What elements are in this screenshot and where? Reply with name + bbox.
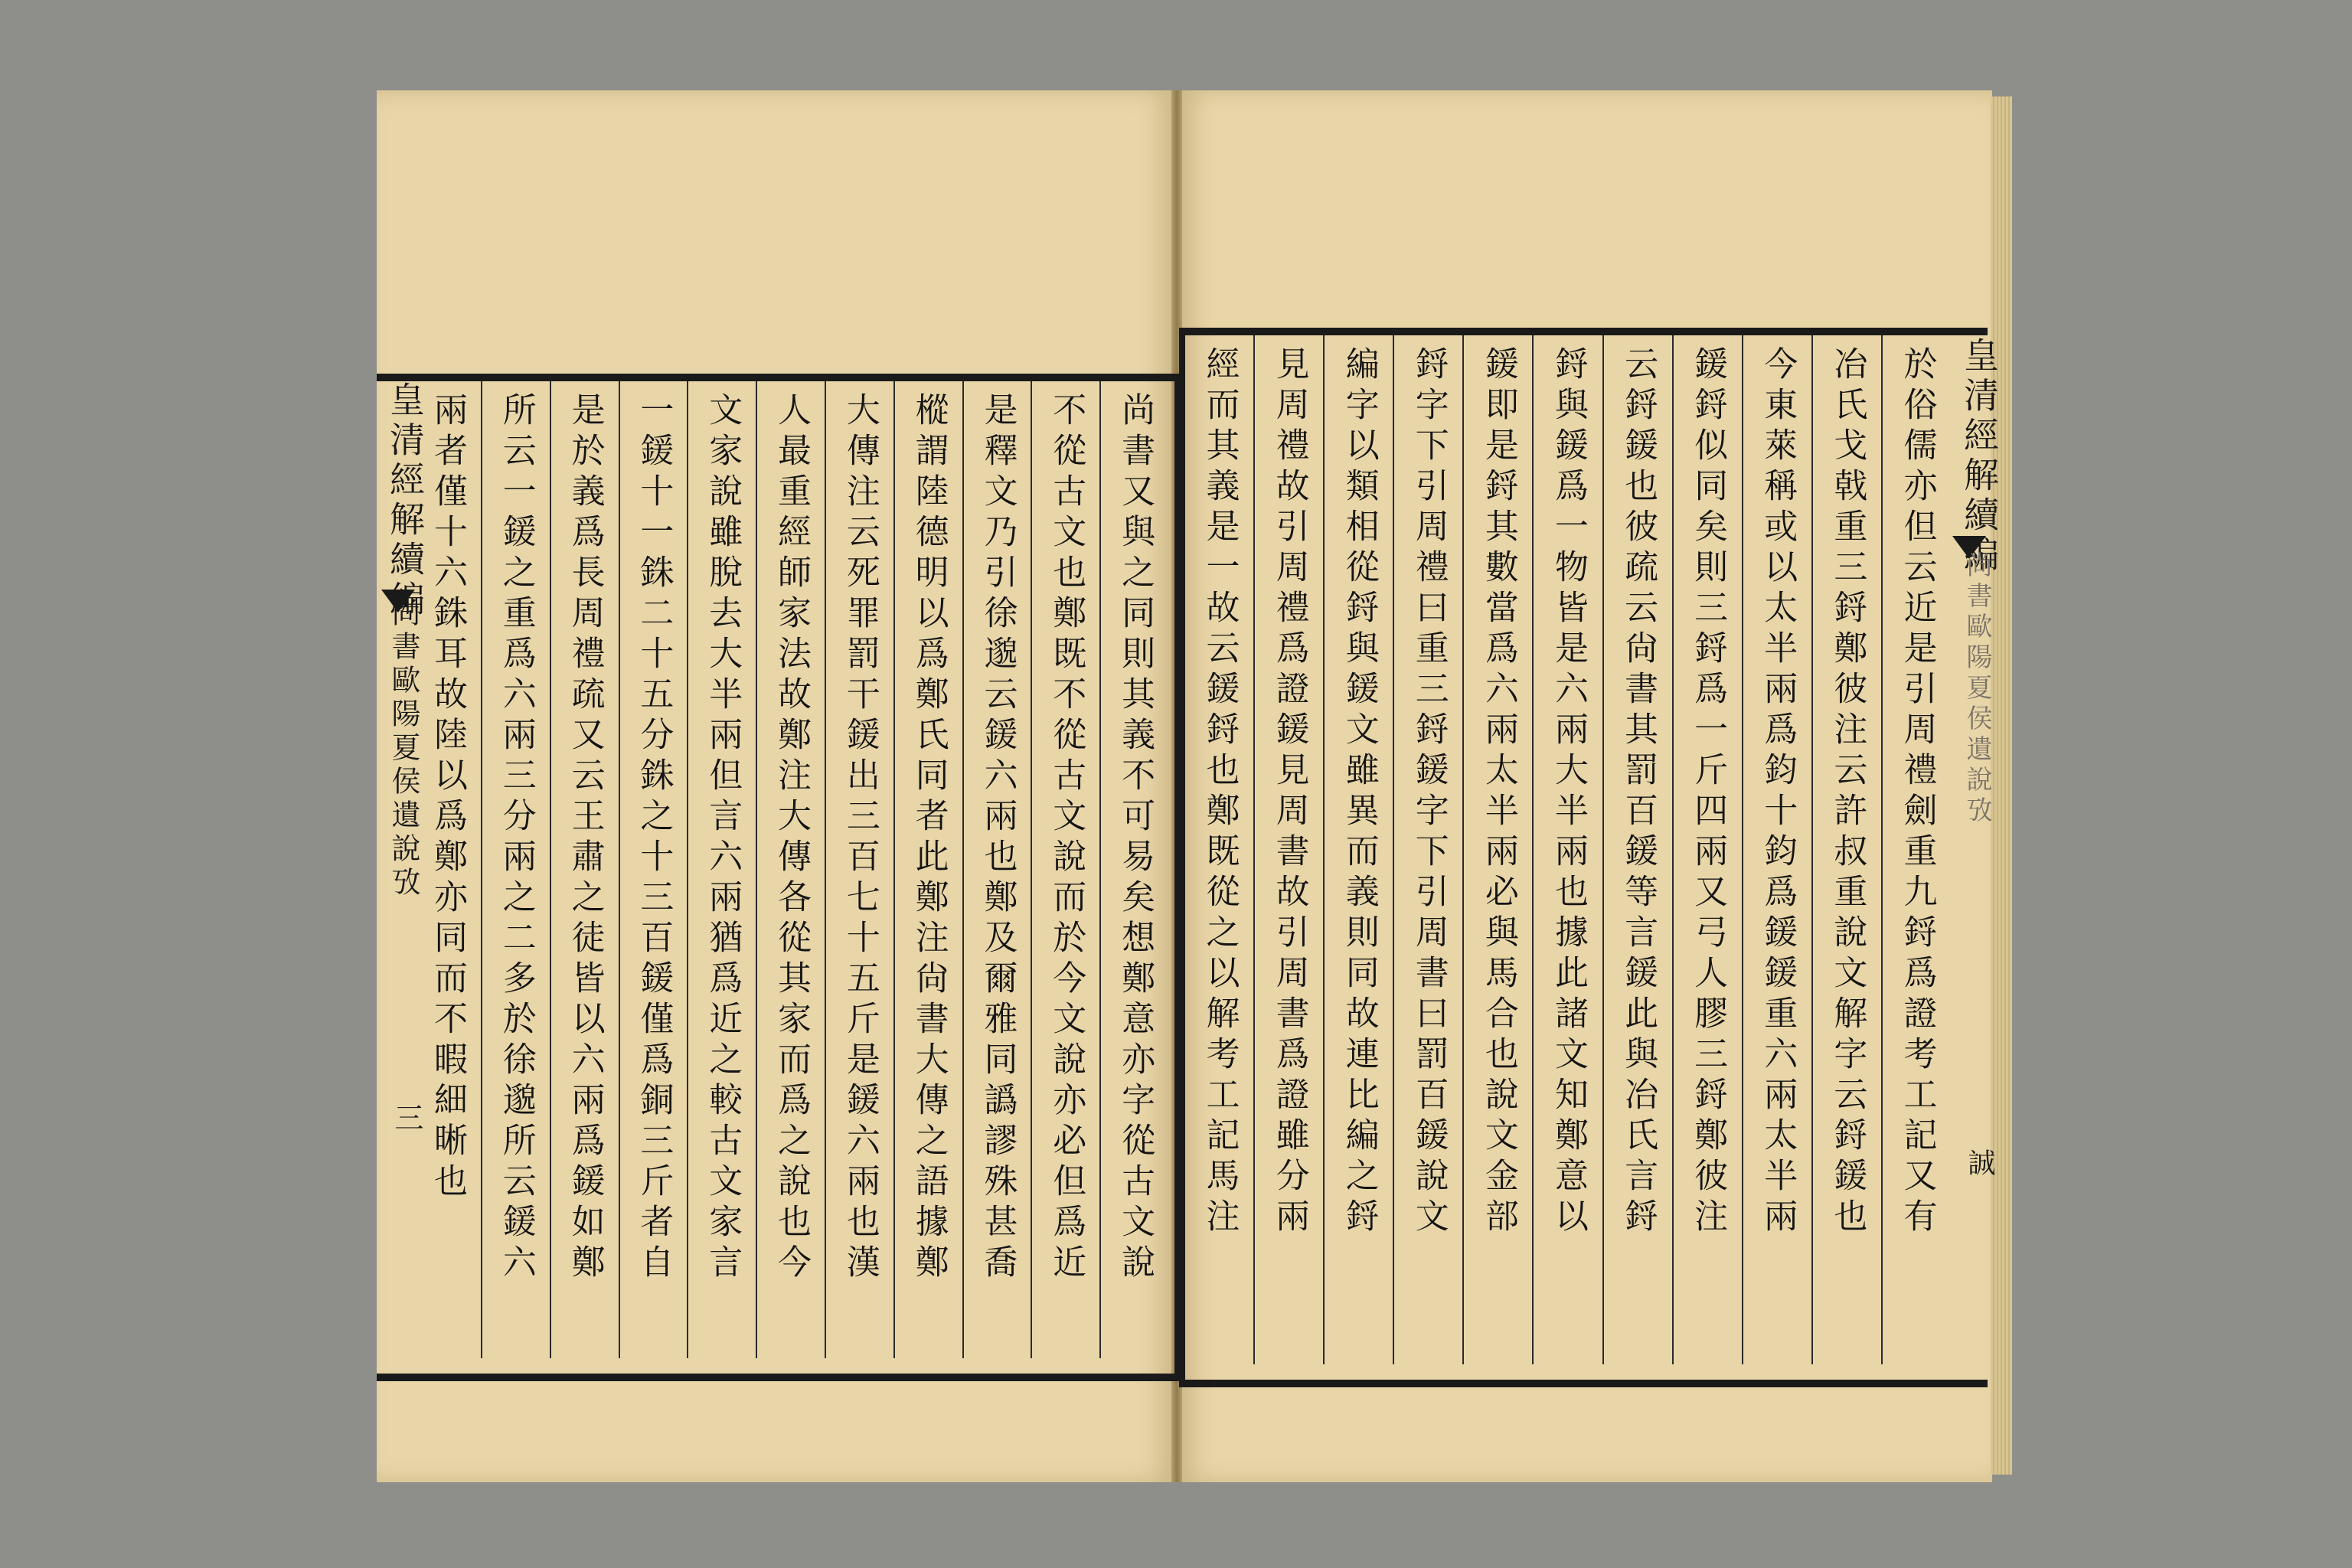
text-column: 不從古文也鄭既不從古文說而於今文說亦必但爲近 <box>1031 381 1099 1358</box>
right-margin-chapter: 尚書歐陽夏侯遺說攷 <box>1962 551 1992 827</box>
text-column: 今東萊稱或以太半兩爲鈞十鈞爲鍰鍰重六兩太半兩 <box>1742 335 1811 1364</box>
text-column: 文家說雖脫去大半兩但言六兩猶爲近之較古文家言 <box>687 381 756 1358</box>
text-column: 鍰鋝似同矣則三鋝爲一斤四兩又弓人膠三鋝鄭彼注 <box>1672 335 1742 1364</box>
text-column: 冶氏戈戟重三鋝鄭彼注云許叔重說文解字云鋝鍰也 <box>1811 335 1881 1364</box>
text-column: 經而其義是一故云鍰鋝也鄭既從之以解考工記馬注 <box>1200 346 1240 1239</box>
right-margin-page-number: 誠 <box>1964 1148 1995 1176</box>
left-margin-page-number: 三 <box>390 1102 423 1132</box>
text-column: 云鋝鍰也彼疏云尙書其罰百鍰等言鍰此與冶氏言鋝 <box>1602 335 1672 1364</box>
text-column: 所云一鍰之重爲六兩三分兩之二多於徐邈所云鍰六 <box>481 381 550 1358</box>
text-column: 兩者僅十六銖耳故陸以爲鄭亦同而不暇細晰也 <box>427 392 467 1204</box>
text-column: 編字以類相從鋝與鍰文雖異而義則同故連比編之鋝 <box>1323 335 1393 1364</box>
text-column: 人最重經師家法故鄭注大傳各從其家而爲之說也今 <box>756 381 825 1358</box>
text-column: 鋝與鍰爲一物皆是六兩大半兩也據此諸文知鄭意以 <box>1532 335 1602 1364</box>
text-column: 是於義爲長周禮疏又云王肅之徒皆以六兩爲鍰如鄭 <box>550 381 619 1358</box>
text-column: 鋝字下引周禮曰重三鋝鍰字下引周書曰罰百鍰說文 <box>1393 335 1462 1364</box>
text-column: 是釋文乃引徐邈云鍰六兩也鄭及爾雅同譌謬殊甚喬 <box>962 381 1031 1358</box>
text-column: 鍰即是鋝其數當爲六兩太半兩必與馬合也說文金部 <box>1462 335 1532 1364</box>
text-column: 於俗儒亦但云近是引周禮劍重九鋝爲證考工記又有 <box>1881 335 1951 1364</box>
left-text-columns <box>413 381 1168 1358</box>
text-column: 一鍰十一銖二十五分銖之十三百鍰僅爲銅三斤者自 <box>619 381 688 1358</box>
text-column: 見周禮故引周禮爲證鍰見周書故引周書爲證雖分兩 <box>1253 335 1323 1364</box>
left-margin-title: 皇清經解續編 <box>384 381 426 620</box>
text-column: 樅謂陸德明以爲鄭氏同者此鄭注尙書大傳之語據鄭 <box>893 381 962 1358</box>
right-text-columns <box>1185 335 1951 1364</box>
right-margin-title: 皇清經解續編 <box>1958 337 2000 576</box>
text-column: 尚書又與之同則其義不可易矣想鄭意亦字從古文說 <box>1099 381 1168 1358</box>
left-margin-chapter: 尚書歐陽夏侯遺說攷 <box>387 597 420 900</box>
text-column: 大傳注云死罪罰干鍰出三百七十五斤是鍰六兩也漢 <box>825 381 893 1358</box>
